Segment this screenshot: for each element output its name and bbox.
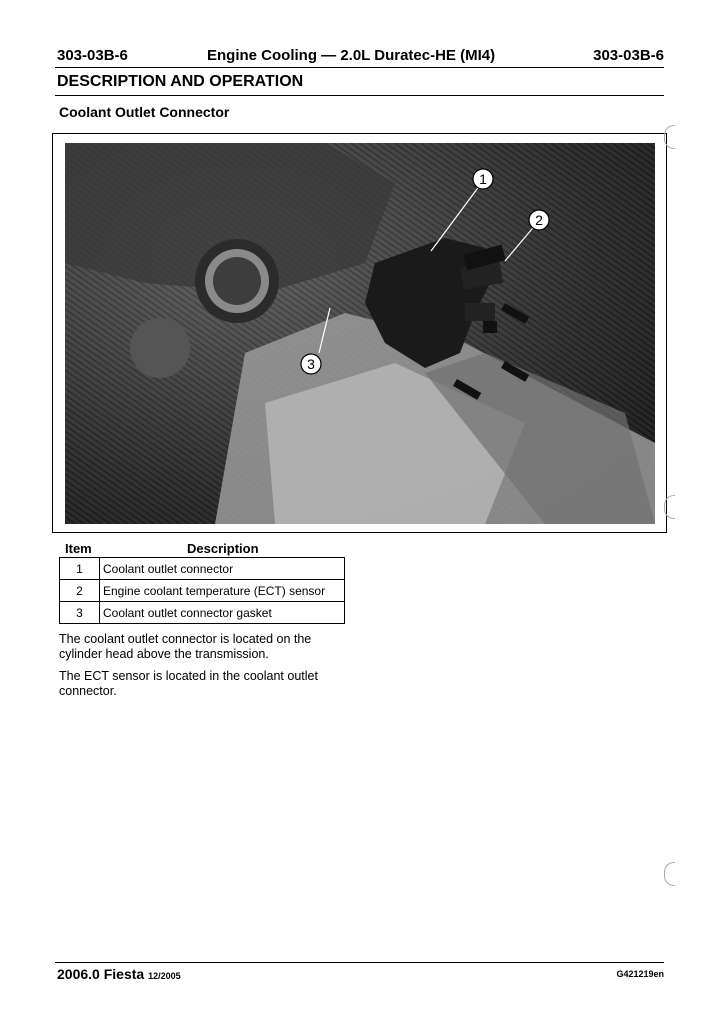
body-paragraph: The ECT sensor is located in the coolant outlet connector. bbox=[59, 669, 318, 698]
item-table bbox=[59, 557, 345, 624]
table-row bbox=[60, 580, 345, 602]
item-description: Coolant outlet connector gasket bbox=[100, 602, 345, 624]
svg-text:3: 3 bbox=[307, 356, 315, 372]
footer-rule bbox=[55, 962, 664, 963]
svg-text:1: 1 bbox=[479, 171, 487, 187]
item-description: Coolant outlet connector bbox=[100, 558, 345, 580]
table-header-item: Item bbox=[65, 541, 92, 556]
item-number: 1 bbox=[60, 558, 100, 580]
section-title: DESCRIPTION AND OPERATION bbox=[57, 73, 304, 90]
binder-hole-mark bbox=[664, 125, 675, 149]
figure-frame bbox=[52, 133, 667, 533]
engine-photo bbox=[65, 143, 655, 524]
footer-model bbox=[57, 966, 181, 982]
binder-hole-mark bbox=[664, 862, 675, 886]
header-rule bbox=[55, 67, 664, 68]
callout-1 bbox=[473, 169, 493, 189]
binder-hole-mark bbox=[664, 495, 675, 519]
table-header-description: Description bbox=[187, 541, 259, 556]
table-row bbox=[60, 602, 345, 624]
footer-code: G421219en bbox=[616, 969, 664, 979]
subsection-title: Coolant Outlet Connector bbox=[59, 104, 230, 120]
item-description: Engine coolant temperature (ECT) sensor bbox=[100, 580, 345, 602]
footer-date: 12/2005 bbox=[148, 971, 181, 981]
section-rule bbox=[55, 95, 664, 96]
page-code-left: 303-03B-6 bbox=[57, 47, 128, 64]
page-header-title: Engine Cooling — 2.0L Duratec-HE (MI4) bbox=[207, 47, 496, 64]
item-number: 2 bbox=[60, 580, 100, 602]
body-paragraph: The coolant outlet connector is located on the cylinder head above the transmission. bbox=[59, 632, 312, 661]
callout-3 bbox=[301, 354, 321, 374]
page-code-right: 303-03B-6 bbox=[593, 47, 664, 64]
table-row bbox=[60, 558, 345, 580]
svg-text:2: 2 bbox=[535, 212, 543, 228]
callout-2 bbox=[529, 210, 549, 230]
footer-model-name: 2006.0 Fiesta bbox=[57, 966, 145, 982]
item-number: 3 bbox=[60, 602, 100, 624]
